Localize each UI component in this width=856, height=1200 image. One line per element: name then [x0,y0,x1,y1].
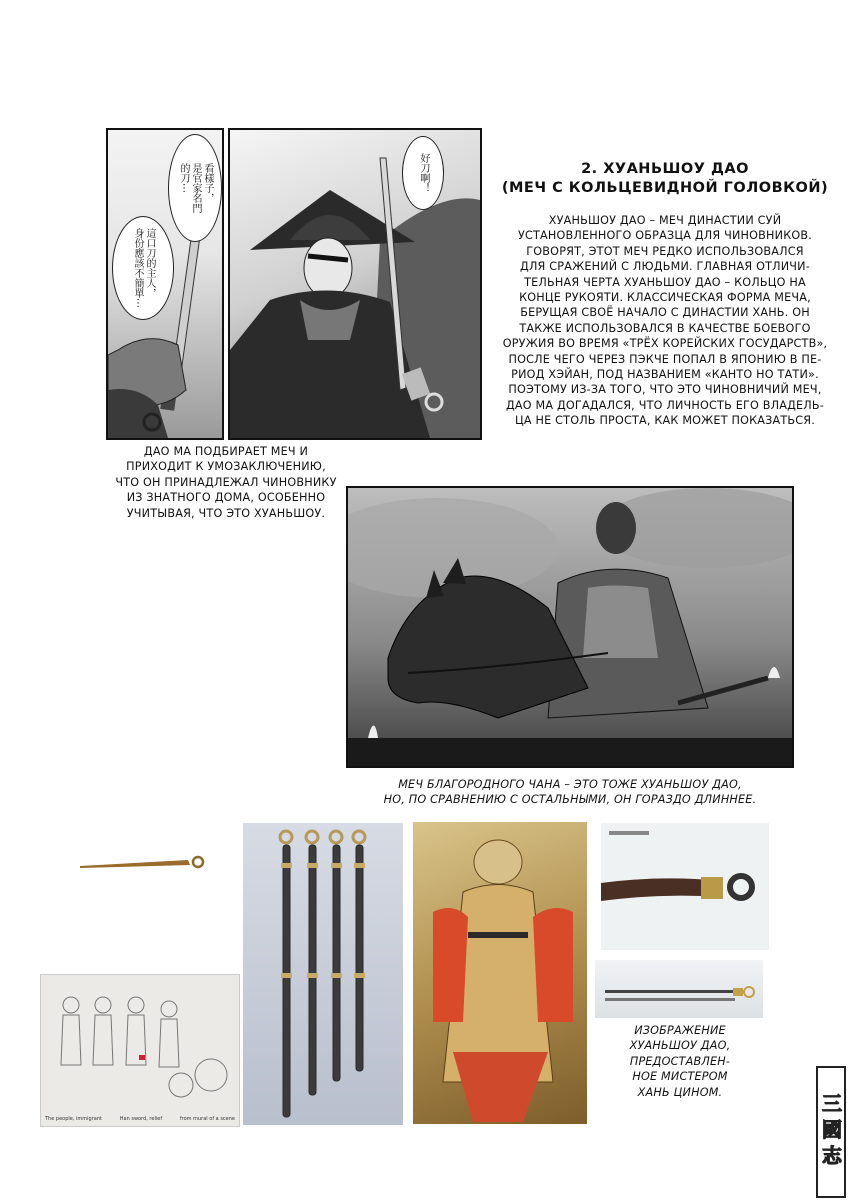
rider-on-horse-illustration [348,488,792,766]
manga-panel-hand-with-sword [106,128,224,440]
watermark-logo [816,1066,846,1198]
body-line: РИОД ХЭЙАН, ПОД НАЗВАНИЕМ «КАНТО НО ТАТИ». [511,368,819,382]
speech-bubble [168,134,222,242]
relief-label: from mural of a scene [179,1116,235,1122]
caption-line: ДАО МА ПОДБИРАЕТ МЕЧ И [143,445,309,458]
caption-line: НОЕ МИСТЕРОМ [632,1070,728,1084]
speech-bubble-text: 好刀啊！ [418,153,429,193]
speech-bubble [112,216,174,320]
relief-label: The people, immigrant [45,1116,102,1122]
speech-bubble-text: 看樣子， 是官家名門 的刀⋯ [178,163,213,213]
body-line: УСТАНОВЛЕННОГО ОБРАЗЦА ДЛЯ ЧИНОВНИКОВ. [517,229,813,243]
relief-label-row [45,1116,235,1122]
body-line: ЦА НЕ СТОЛЬ ПРОСТА, КАК МОЖЕТ ПОКАЗАТЬСЯ. [515,414,815,428]
manga-panel-dao-ma [228,128,482,440]
photo-long-ring-sword [595,960,763,1018]
caption-line: ХАНЬ ЦИНОМ. [637,1085,723,1099]
caption-line: УЧИТЫВАЯ, ЧТО ЭТО ХУАНЬШОУ. [126,506,326,520]
photo-museum-ring-pommel-hilt [601,823,769,950]
body-line: ОРУЖИЯ ВО ВРЕМЯ «ТРЁХ КОРЕЙСКИХ ГОСУДАРСТВ», [502,337,828,351]
body-line: БЕРУЩАЯ СВОЁ НАЧАЛО С ДИНАСТИИ ХАНЬ. ОН [520,306,810,320]
body-line: ПОСЛЕ ЧЕГО ЧЕРЕЗ ПЭКЧЕ ПОПАЛ В ЯПОНИЮ В ПЕ- [508,352,822,366]
body-line: ТАКЖЕ ИСПОЛЬЗОВАЛСЯ В КАЧЕСТВЕ БОЕВОГО [519,321,811,335]
watermark-text: 三國志 [818,1093,843,1171]
relief-label: Han sword, relief [119,1116,163,1122]
caption-dao-ma [100,444,352,521]
section-heading-line: 2. ХУАНЬШОУ ДАО [581,161,749,177]
caption-line: ПРЕДОСТАВЛЕН- [629,1054,731,1068]
speech-bubble [402,136,444,210]
caption-line: ИЗ ЗНАТНОГО ДОМА, ОСОБЕННО [126,491,326,505]
section-heading [494,160,836,198]
body-line: ТЕЛЬНАЯ ЧЕРТА ХУАНЬШОУ ДАО – КОЛЬЦО НА [524,275,806,289]
body-line: ДАО МА ДОГАДАЛСЯ, ЧТО ЛИЧНОСТЬ ЕГО ВЛАДЕЛЬ- [505,398,825,412]
caption-line: ХУАНЬШОУ ДАО, [629,1039,731,1053]
body-line: ГОВОРЯТ, ЭТОТ МЕЧ РЕДКО ИСПОЛЬЗОВАЛСЯ [526,244,804,258]
body-line: ПОЭТОМУ ИЗ-ЗА ТОГО, ЧТО ЭТО ЧИНОВНИЧИЙ МЕЧ, [508,383,822,397]
caption-line: ЧТО ОН ПРИНАДЛЕЖАЛ ЧИНОВНИКУ [115,475,337,489]
caption-line: ПРИХОДИТ К УМОЗАКЛЮЧЕНИЮ, [126,460,326,474]
speech-bubble-text: 這口刀的主人， 身份應該不簡單⋯ [132,228,155,308]
body-line: ДЛЯ СРАЖЕНИЙ С ЛЮДЬМИ. ГЛАВНАЯ ОТЛИЧИ- [520,260,810,274]
photo-han-relief-drawing [40,974,240,1127]
photo-excavated-swords [243,823,403,1125]
section-heading-line: (МЕЧ С КОЛЬЦЕВИДНОЙ ГОЛОВКОЙ) [501,180,829,196]
manga-panel-chan-on-horse [346,486,794,768]
section-body-text [478,213,852,429]
caption-line: ИЗОБРАЖЕНИЕ [634,1024,726,1037]
caption-line: МЕЧ БЛАГОРОДНОГО ЧАНА – ЭТО ТОЖЕ ХУАНЬШОУ ДАО, [398,778,742,791]
caption-line: НО, ПО СРАВНЕНИЮ С ОСТАЛЬНЫМИ, ОН ГОРАЗДО ДЛИННЕЕ. [383,793,757,807]
photo-armored-warrior-painting [413,822,587,1124]
caption-chan-sword [350,777,790,808]
body-line: ХУАНЬШОУ ДАО – МЕЧ ДИНАСТИИ СУЙ [548,214,782,227]
photo-ring-pommel-dagger [78,852,212,878]
body-line: КОНЦЕ РУКОЯТИ. КЛАССИЧЕСКАЯ ФОРМА МЕЧА, [519,291,811,305]
caption-image-credit [612,1023,748,1100]
